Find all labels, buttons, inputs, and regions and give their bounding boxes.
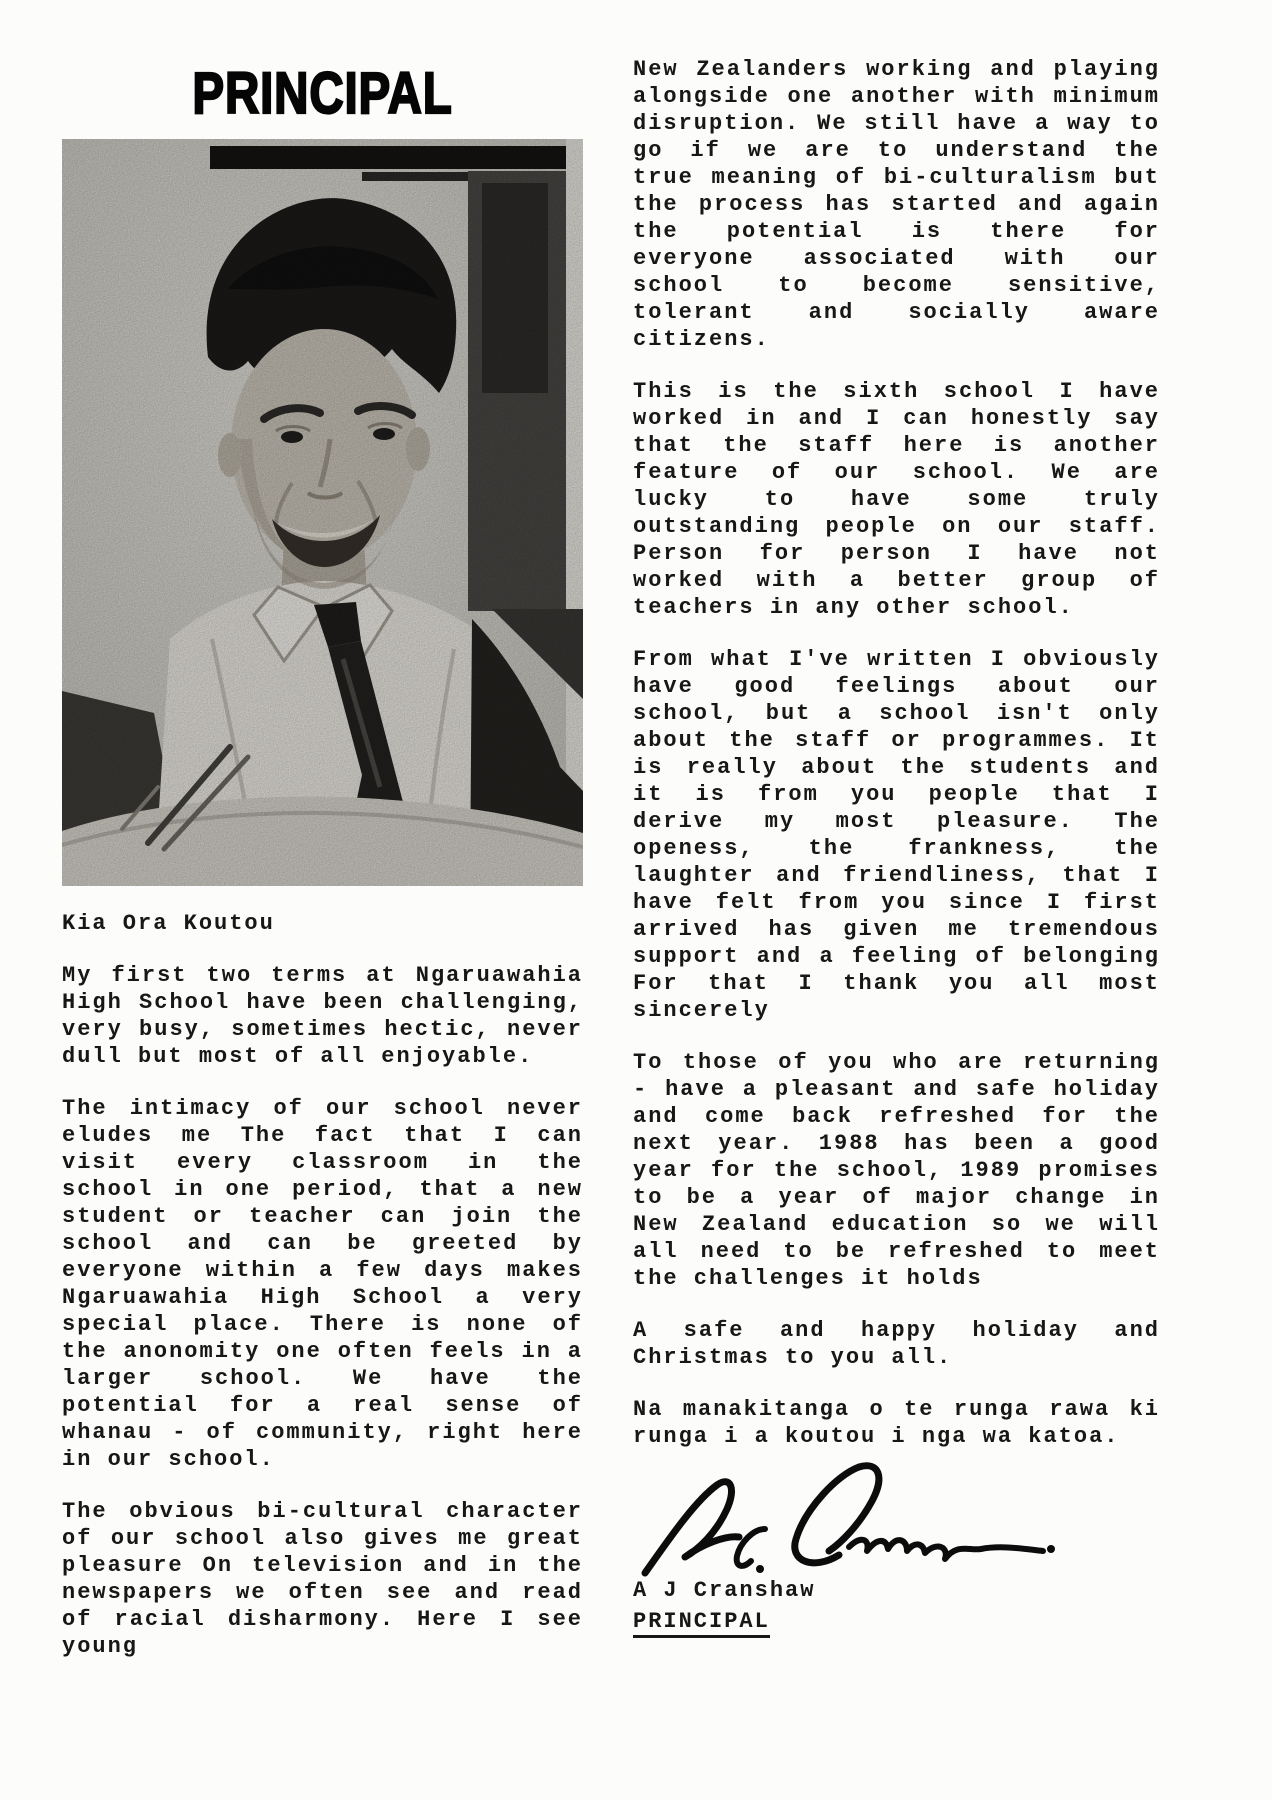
signature-name: A J Cranshaw — [633, 1578, 816, 1603]
right-column — [633, 56, 1160, 1635]
greeting-line: Kia Ora Koutou — [62, 910, 275, 936]
paragraph: From what I've written I obviously have good feelings about our school, but a school isn't only about the staff or programmes. It is really about the students and it is from you people that I derive my most pleasure. The openess, the frankness, the laughter and friendliness, that I have felt from you since I first arrived has given me tremendous support and a feeling of belonging For that I thank you all most sincerely — [633, 647, 1160, 1023]
left-column — [62, 61, 583, 1685]
signature-block — [633, 1465, 1160, 1577]
right-column-text — [633, 56, 1160, 1450]
paragraph: To those of you who are returning - have a pleasant and safe holiday and come back refreshed for the next year. 1988 has been a good year for the school, 1989 promises to be a year of major change in New Zealand education so we will all need to be refreshed to meet the challenges it holds — [633, 1050, 1160, 1291]
paragraph: My first two terms at Ngaruawahia High School have been challenging, very busy, sometimes hectic, never dull but most of all enjoyable. — [62, 962, 583, 1069]
paragraph: New Zealanders working and playing alongside one another with minimum disruption. We still have a way to go if we are to understand the true meaning of bi-culturalism but the process has started and again the potential is there for everyone associated with our school to become sensitive, tolerant and socially aware citizens. — [633, 57, 1160, 352]
page-title: PRINCIPAL — [192, 61, 453, 126]
paragraph: A safe and happy holiday and Christmas to you all. — [633, 1318, 1160, 1370]
left-column-text — [62, 962, 583, 1660]
signature-scrawl — [639, 1455, 1059, 1595]
paragraph: Na manakitanga o te runga rawa ki runga i a koutou i nga wa katoa. — [633, 1397, 1160, 1449]
paragraph: This is the sixth school I have worked in and I can honestly say that the staff here is another feature of our school. We are lucky to have some truly outstanding people on our staff. Person for person I have not worked with a better group of teachers in any other school. — [633, 379, 1160, 620]
signature-title: PRINCIPAL — [633, 1608, 1160, 1635]
paragraph: The intimacy of our school never eludes me The fact that I can visit every classroom in the school in one period, that a new student or teacher can join the school and can be greeted by everyone within a few days makes Ngaruawahia High School a very special place. There is none of the anonomity one often feels in a larger school. We have the potential for a real sense of whanau - of community, right here in our school. — [62, 1095, 583, 1472]
paragraph: The obvious bi-cultural character of our school also gives me great pleasure On television and in the newspapers we often see and read of racial disharmony. Here I see young — [62, 1498, 583, 1659]
principal-photo — [62, 139, 583, 886]
